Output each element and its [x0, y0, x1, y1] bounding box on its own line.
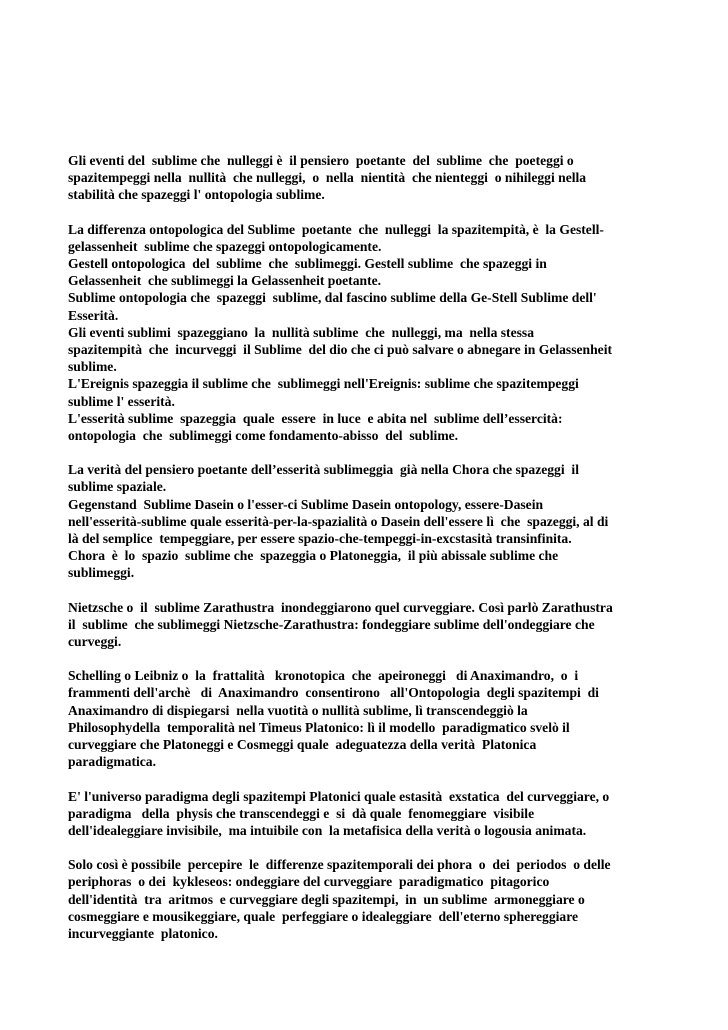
text-line: gelassenheit sublime che spazeggi ontopologicamente. [68, 238, 382, 254]
text-line: Gestell ontopologica del sublime che sublimeggi. Gestell sublime che spazeggi in [68, 256, 547, 272]
text-line: sublime spaziale. [68, 479, 167, 495]
text-line: Gelassenheit che sublimeggi la Gelassenheit poetante. [68, 273, 382, 289]
text-line: Gli eventi del sublime che nulleggi è il pensiero poetante del sublime che poeteggi o [68, 153, 574, 168]
paragraph [68, 856, 664, 942]
text-line: cosmeggiare e mousikeggiare, quale perfeggiare o idealeggiare dell'eterno sphereggiare [68, 908, 579, 924]
text-line: Chora è lo spazio sublime che spazeggia o Platoneggia, il più abissale sublime che [68, 548, 559, 564]
text-line: nell'esserità-sublime quale esserità-per-la-spazialità o Dasein dell'essere lì che spazeggi, al di [68, 513, 609, 529]
text-line: Philosophydella temporalità nel Timeus Platonico: lì il modello paradigmatico svelò il [68, 719, 570, 735]
paragraph [68, 599, 664, 651]
text-line: Schelling o Leibniz o la frattalità kronotopica che apeironeggi di Anaximandro, o i [68, 668, 579, 684]
text-line: Solo così è possibile percepire le differenze spazitemporali dei phora o dei periodos o delle [68, 857, 611, 873]
text-line: sublimeggi. [68, 565, 135, 581]
paragraph [68, 788, 664, 840]
text-line: paradigma della physis che transcendeggi e si dà quale fenomeggiare visibile [68, 805, 535, 821]
text-line: ontopologia che sublimeggi come fondamento-abisso del sublime. [68, 428, 459, 444]
text-line: Anaximandro di dispiegarsi nella vuotità o nullità sublime, lì transcendeggiò la [68, 702, 528, 718]
paragraph [68, 221, 664, 445]
text-line: Gegenstand Sublime Dasein o l'esser-ci Sublime Dasein ontopology, essere-Dasein [68, 496, 544, 512]
text-line: spazitempità che incurveggi il Sublime del dio che ci può salvare o abnegare in Gelassenheit [68, 342, 613, 358]
text-line: incurveggiante platonico. [68, 925, 218, 941]
paragraph [68, 667, 664, 770]
text-line: paradigmatica. [68, 754, 156, 770]
text-line: spazitempeggi nella nullità che nulleggi, o nella nientità che nienteggi o nihileggi nella [68, 170, 587, 186]
text-line: La differenza ontopologica del Sublime poetante che nulleggi la spazitempità, è la Gestell- [68, 221, 604, 237]
text-line: Esserità. [68, 307, 119, 323]
text-line: sublime l' esserità. [68, 393, 175, 409]
paragraph [68, 461, 664, 581]
text-line: frammenti dell'archè di Anaximandro consentirono all'Ontopologia degli spazitempi di [68, 685, 599, 701]
text-line: curveggi. [68, 634, 122, 650]
text-line: curveggiare che Platoneggi e Cosmeggi quale adeguatezza della verità Platonica [68, 737, 537, 753]
text-line: Nietzsche o il sublime Zarathustra inondeggiarono quel curveggiare. Così parlò Zarathustra [68, 599, 613, 615]
text-line: La verità del pensiero poetante dell’esserità sublimeggia già nella Chora che spazeggi il [68, 462, 579, 478]
text-line: sublime. [68, 359, 117, 375]
text-line: Sublime ontopologia che spazeggi sublime, dal fascino sublime della Ge-Stell Sublime dell' [68, 290, 597, 306]
text-line: dell'idealeggiare invisibile, ma intuibile con la metafisica della verità o logousia animata. [68, 822, 587, 838]
text-line: Gli eventi sublimi spazeggiano la nullità sublime che nulleggi, ma nella stessa [68, 324, 534, 340]
text-line: dell'identità tra aritmos e curveggiare degli spazitempi, in un sublime armoneggiare o [68, 891, 585, 907]
text-line: là del semplice tempeggiare, per essere spazio-che-tempeggi-in-excstasità transinfinita. [68, 531, 572, 547]
text-line: il sublime che sublimeggi Nietzsche-Zarathustra: fondeggiare sublime dell'ondeggiare che [68, 616, 595, 632]
text-line: L'esserità sublime spazeggia quale essere in luce e abita nel sublime dell’essercità: [68, 410, 563, 426]
text-line: E' l'universo paradigma degli spazitempi Platonici quale estasità exstatica del curveggiare, o [68, 788, 610, 804]
document-body [68, 152, 664, 959]
text-line: periphoras o dei kykleseos: ondeggiare del curveggiare paradigmatico pitagorico [68, 874, 550, 890]
text-line: L'Ereignis spazeggia il sublime che sublimeggi nell'Ereignis: sublime che spazitempeggi [68, 376, 579, 392]
text-line: stabilità che spazeggi l' ontopologia sublime. [68, 187, 325, 203]
paragraph [68, 152, 664, 204]
